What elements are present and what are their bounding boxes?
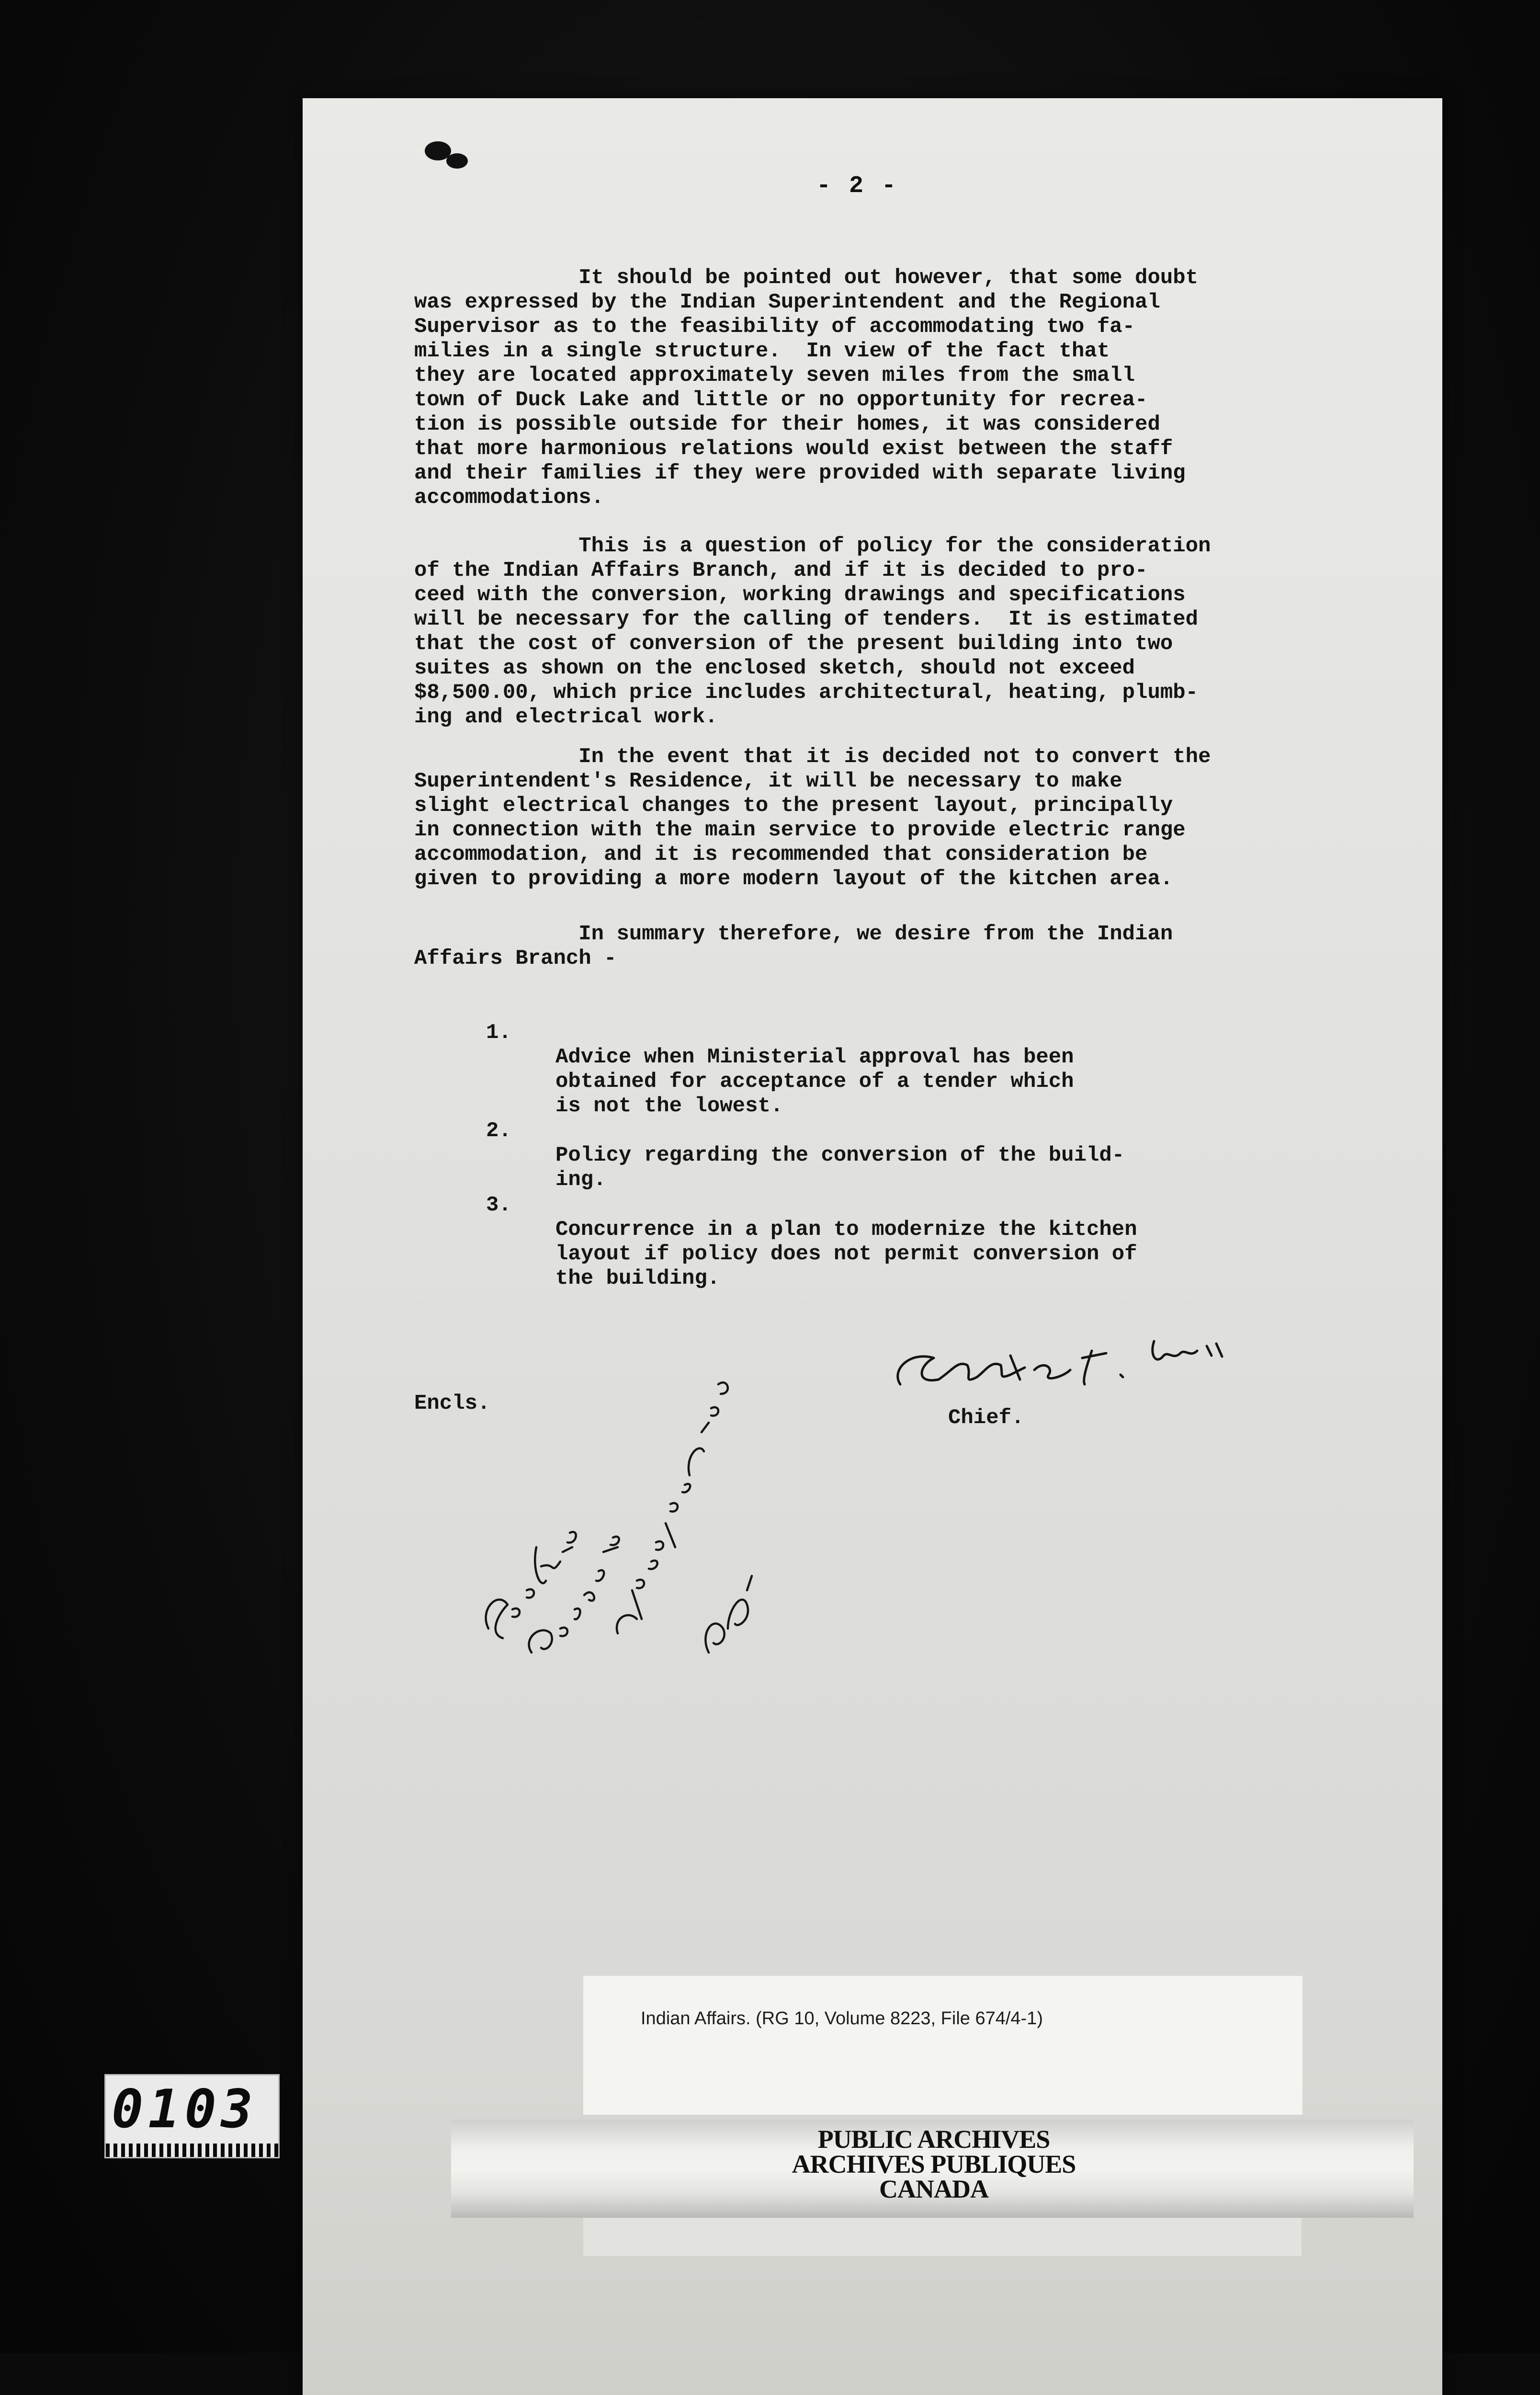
chief-title: Chief. [948, 1406, 1024, 1430]
list-text: Concurrence in a plan to modernize the kitchen layout if policy does not permit conversion of the building. [555, 1218, 1137, 1290]
archive-stamp [623, 2127, 1245, 2201]
paragraph-policy: This is a question of policy for the consideration of the Indian Affairs Branch, and if it is decided to pro- ceed with the conversion, working drawings and specifications will be necessary for the calling of tenders. It is estimated that the cost of conversion of the present building into two suites as shown on the enclosed sketch, should not exceed $8,500.00, which price includes architectural, heating, plumb- ing and electrical work. [414, 534, 1211, 729]
list-text: Policy regarding the conversion of the build- ing. [555, 1143, 1125, 1192]
list-text: Advice when Ministerial approval has been obtained for acceptance of a tender which is not the lowest. [555, 1045, 1074, 1118]
signature [881, 1312, 1245, 1423]
list-number: 3. [486, 1193, 511, 1217]
archive-stamp-line: CANADA [879, 2175, 988, 2203]
list-item [414, 996, 1074, 1118]
paragraph-summary: In summary therefore, we desire from the Indian Affairs Branch - [414, 922, 1173, 970]
archive-citation: Indian Affairs. (RG 10, Volume 8223, File 674/4-1) [641, 2008, 1043, 2029]
frame-ticks [106, 2144, 278, 2157]
list-number: 1. [486, 1021, 511, 1045]
handwritten-note [460, 1322, 795, 1667]
list-item [414, 1169, 1137, 1290]
paragraph-event: In the event that it is decided not to convert the Superintendent's Residence, it will be necessary to make slight electrical changes to the present layout, principally in connection with the main service to provide electric range accommodation, and it is recommended that consideration be given to providing a more modern layout of the kitchen area. [414, 745, 1211, 891]
list-number: 2. [486, 1119, 511, 1143]
enclosures-label: Encls. [414, 1391, 490, 1415]
archive-stamp-band [583, 2218, 1302, 2256]
page-number: - 2 - [816, 172, 898, 200]
letter-body [414, 266, 1314, 1290]
paragraph-doubt: It should be pointed out however, that some doubt was expressed by the Indian Superintendent and the Regional Supervisor as to the feasibility of accommodating two fa- milies in a single structure. In view of the fact that they are located approximately seven miles from the small town of Duck Lake and little or no opportunity for recrea- tion is possible outside for their homes, it was considered that more harmonious relations would exist between the staff and their families if they were provided with separate living accommodations. [414, 266, 1199, 510]
archive-citation-card [583, 1976, 1302, 2115]
frame-counter [104, 2074, 280, 2158]
archive-stamp-line: PUBLIC ARCHIVES [817, 2125, 1050, 2154]
frame-number: 0103 [112, 2078, 258, 2140]
ink-smudge [446, 153, 468, 169]
request-list [414, 996, 1137, 1290]
archive-stamp-line: ARCHIVES PUBLIQUES [792, 2150, 1076, 2178]
